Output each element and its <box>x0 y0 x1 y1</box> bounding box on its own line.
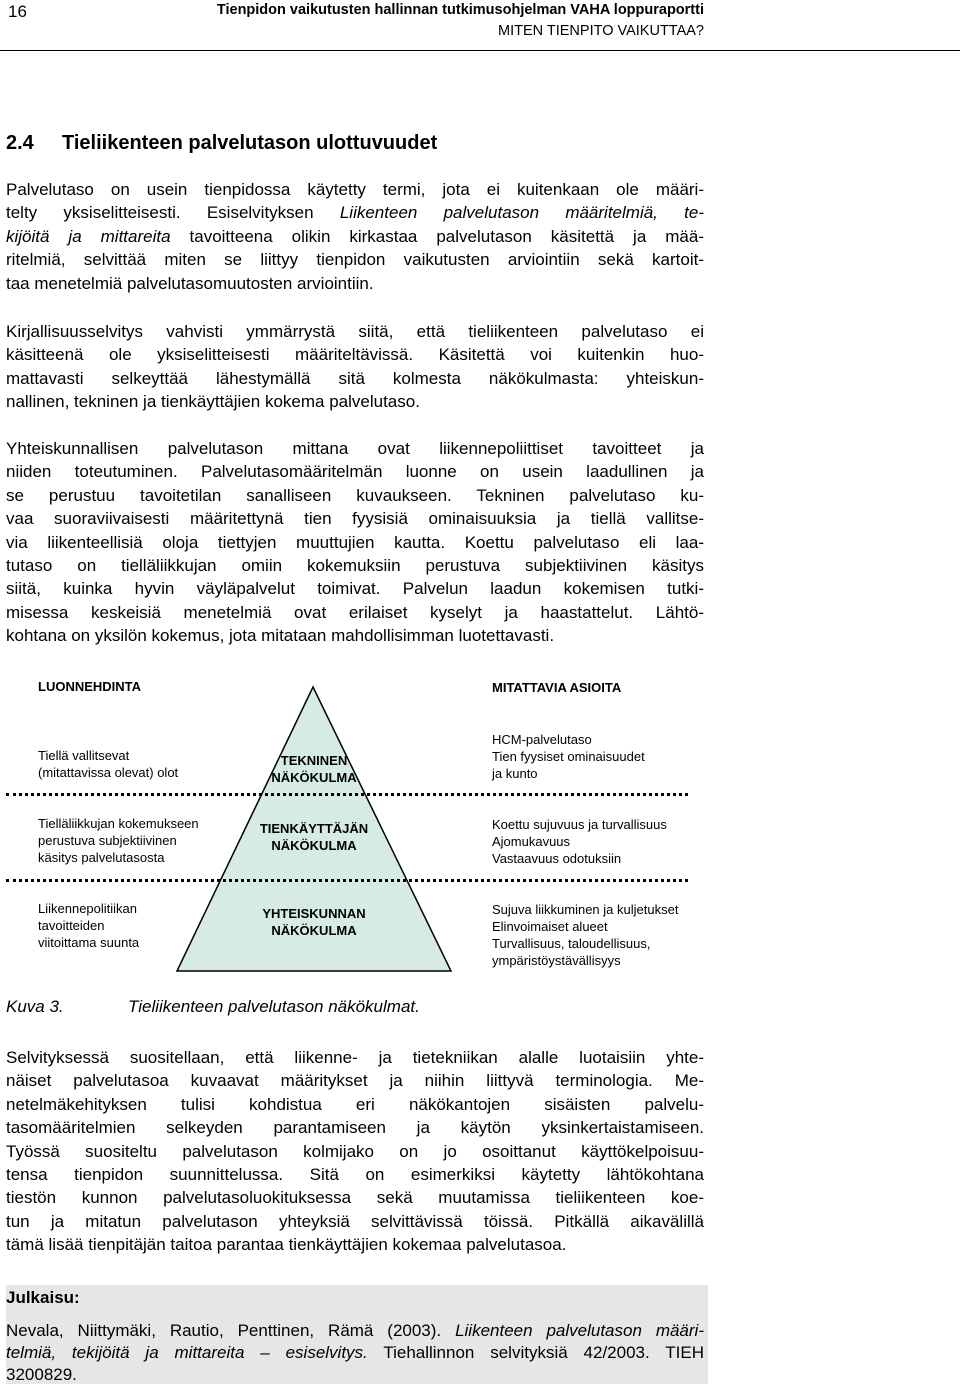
row-3-description: Liikennepolitiikan tavoitteiden viitoittama suunta <box>38 901 140 950</box>
text-line: tiestön kunnon palvelutasoluokituksessa sekä muutamissa tieliikenteen koe- <box>6 1188 704 1208</box>
row-1-description: Tiellä vallitsevat (mitattavissa olevat) olot <box>38 748 179 780</box>
text-line: Yhteiskunnallisen palvelutason mittana ovat liikennepoliittiset tavoitteet ja <box>6 439 704 458</box>
left-column-heading: LUONNEHDINTA <box>38 679 142 694</box>
publication-title: Julkaisu: <box>6 1288 80 1307</box>
text-line: kohtana on yksilön kokemus, jota mitataan mahdollisimman luotettavasti. <box>6 626 555 646</box>
row-3-measures: Sujuva liikkuminen ja kuljetukset Elinvoimaiset alueet Turvallisuus, taloudellisuus, ympäristöystävällisyys <box>492 902 679 968</box>
text-line: telmiä, tekijöitä ja mittareita – esiselvitys. Tiehallinnon selvityksiä 42/2003. TIEH <box>6 1343 704 1362</box>
text-line: niiden toteutuminen. Palvelutasomääritelmän luonne on usein laadullinen ja <box>6 462 704 482</box>
text-line: Työssä suositeltu palvelutason kolmijako on jo osoittanut käyttökelpoisuu- <box>6 1141 704 1161</box>
text-line: tensa tienpidon suunnittelussa. Sitä on esimerkiksi käytetty lähtökohtana <box>6 1165 704 1185</box>
section-number: 2.4 <box>6 132 34 154</box>
text-line: 3200829. <box>6 1365 77 1384</box>
text-line: tasomääritelmien selkeyden parantamiseen ja käytön yksinkertaistamiseen. <box>6 1118 704 1138</box>
text-line: telty yksiselitteisesti. Esiselvityksen Liikenteen palvelutason määritelmiä, te- <box>6 203 704 223</box>
row-1-measures: HCM-palvelutaso Tien fyysiset ominaisuudet ja kunto <box>492 732 645 781</box>
text-line: vaa suoraviivaisesti määritettynä tien fyysisiä ominaisuuksia ja tiellä vallitse- <box>6 509 704 529</box>
text-line: Kirjallisuusselvitys vahvisti ymmärrystä siitä, että tieliikenteen palvelutaso ei <box>6 322 704 341</box>
text-line: näiset palvelutasoa kuvaavat määritykset ja niihin liittyvä terminologia. Me- <box>6 1071 704 1091</box>
text-line: taa menetelmiä palvelutasomuutosten arviointiin. <box>6 273 374 293</box>
text-line: Palvelutaso on usein tienpidossa käytetty termi, jota ei kuitenkaan ole määri- <box>6 180 704 199</box>
text-line: Selvityksessä suositellaan, että liikenne- ja tietekniikan alalle luotaisiin yhte- <box>6 1048 704 1067</box>
paragraph-4 <box>6 1046 704 1257</box>
text-line: nallinen, tekninen ja tienkäyttäjien kokema palvelutaso. <box>6 392 420 412</box>
paragraph-3 <box>6 437 704 648</box>
text-line: kijöitä ja mittareita tavoitteena olikin kirkastaa palvelutason käsitettä ja mää- <box>6 226 704 246</box>
row-2-description: Tielläliikkujan kokemukseen perustuva subjektiivinen käsitys palvelutasosta <box>38 816 199 865</box>
section-heading <box>6 132 437 155</box>
text-line: mattavasti selkeyttää lähestymällä sitä kolmesta näkökulmasta: yhteiskun- <box>6 368 704 388</box>
running-header-title: Tienpidon vaikutusten hallinnan tutkimusohjelman VAHA loppuraportti <box>216 2 704 18</box>
text-line: tämä lisää tienpitäjän taitoa parantaa tienkäyttäjien kokemaa palvelutasoa. <box>6 1235 567 1255</box>
row-2-viewpoint: TIENKÄYTTÄJÄN NÄKÖKULMA <box>259 821 369 853</box>
row-2-measures: Koettu sujuvuus ja turvallisuus Ajomukavuus Vastaavuus odotuksiin <box>492 817 667 866</box>
text-line: se perustuu tavoitetilan sanalliseen kuvaukseen. Tekninen palvelutaso ku- <box>6 485 704 505</box>
text-line: käsitteenä ole yksiselitteisesti määriteltävissä. Käsitettä voi kuitenkin huo- <box>6 345 704 365</box>
right-column-heading: MITATTAVIA ASIOITA <box>492 680 622 695</box>
text-line: tun ja mitatun palvelutason yhteyksiä selvittävissä töissä. Pitkällä aikavälillä <box>6 1211 704 1231</box>
running-header-subtitle: MITEN TIENPITO VAIKUTTAA? <box>498 23 704 39</box>
figure-caption-label: Kuva 3. <box>6 997 64 1016</box>
figure-caption-text: Tieliikenteen palvelutason näkökulmat. <box>128 997 420 1016</box>
text-line: tutaso on tielläliikkujan omiin kokemuksiin perustuva subjektiivinen käsitys <box>6 556 704 576</box>
text-line: via liikenteellisiä oloja tiettyjen muuttujien kautta. Koettu palvelutaso eli laa- <box>6 532 704 552</box>
publication-reference <box>6 1320 704 1386</box>
row-1-viewpoint: TEKNINEN NÄKÖKULMA <box>271 753 357 785</box>
paragraph-2 <box>6 320 704 414</box>
text-line: siitä, kuinka hyvin väyläpalvelut toimivat. Palvelun laadun kokemisen tutki- <box>6 579 704 599</box>
text-line: netelmäkehityksen tulisi kohdistua eri näkökantojen sisäisten palvelu- <box>6 1094 704 1114</box>
page-number: 16 <box>8 2 27 21</box>
text-line: Nevala, Niittymäki, Rautio, Penttinen, Rämä (2003). Liikenteen palvelutason määri- <box>6 1321 704 1340</box>
row-3-viewpoint: YHTEISKUNNAN NÄKÖKULMA <box>262 906 366 938</box>
text-line: misessa keskeisiä menetelmiä ovat erilaiset kyselyt ja haastattelut. Lähtö- <box>6 602 704 622</box>
dotted-divider <box>6 793 688 796</box>
text-line: ritelmiä, selvittää miten se liittyy tienpidon vaikutusten arviointiin sekä kartoit- <box>6 250 704 270</box>
paragraph-1 <box>6 178 704 295</box>
section-title: Tieliikenteen palvelutason ulottuvuudet <box>62 132 438 154</box>
header-divider <box>0 50 960 51</box>
dotted-divider <box>6 879 688 882</box>
